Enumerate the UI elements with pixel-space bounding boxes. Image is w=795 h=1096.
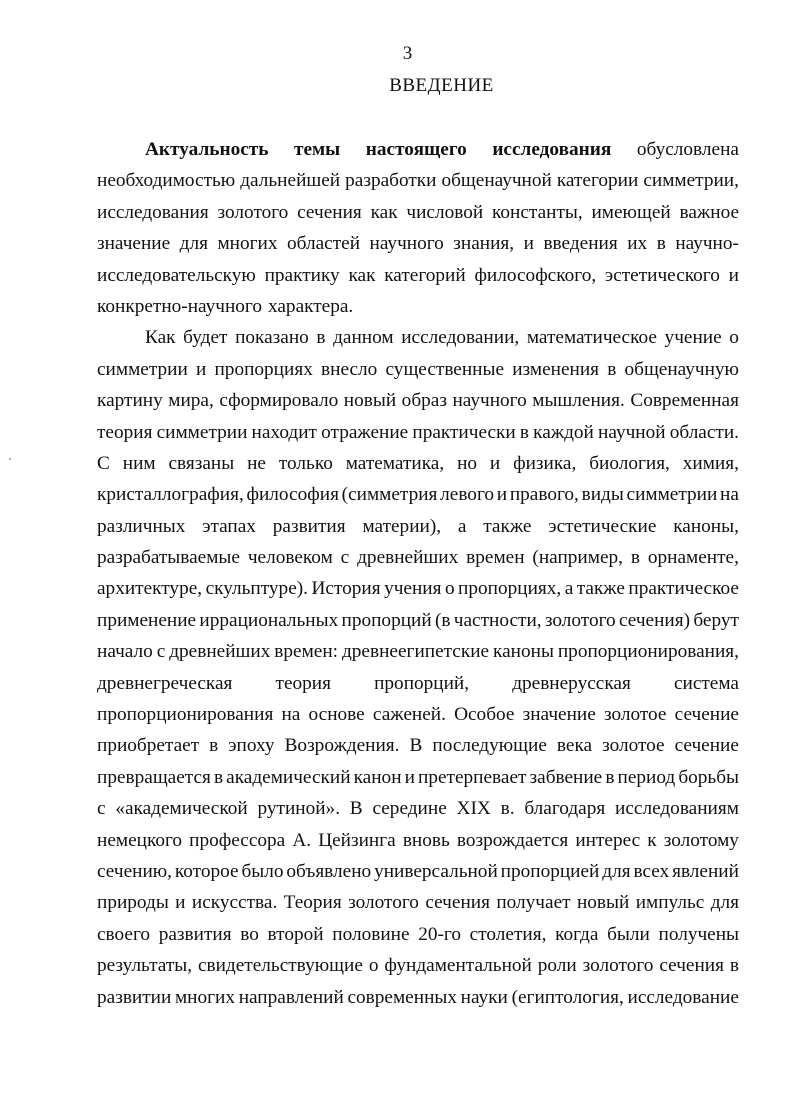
text-line: природы и искусства. Теория золотого сечения получает новый импульс для [97,892,739,914]
text-line: начало с древнейших времен: древнеегипетские каноны пропорционирования, [97,641,739,663]
text-line: приобретает в эпоху Возрождения. В последующие века золотое сечение [97,735,739,757]
text-line: древнегреческая теория пропорций, древнерусская система [97,672,739,694]
text-line: превращается в академический канон и претерпевает забвение в период борьбы [97,766,739,788]
text-line: пропорционирования на основе саженей. Особое значение золотое сечение [97,704,739,726]
text-line: различных этапах развития материи), а также эстетические каноны, [97,515,739,537]
text-line: с «академической рутиной». В середине XIX в. благодаря исследованиям [97,798,739,820]
text-line: симметрии и пропорциях внесло существенные изменения в общенаучную [97,358,739,380]
page-number: 3 [402,43,413,64]
text-line: картину мира, сформировало новый образ научного мышления. Современная [97,390,739,412]
text-line: кристаллография, философия (симметрия левого и правого, виды симметрии на [97,484,739,506]
text-line: необходимостью дальнейшей разработки общенаучной категории симметрии, [97,170,739,192]
text-line: архитектуре, скульптуре). История учения о пропорциях, а также практическое [97,578,739,600]
paragraph [97,134,739,322]
text-line: применение иррациональных пропорций (в частности, золотого сечения) берут [97,609,739,631]
section-heading: ВВЕДЕНИЕ [389,75,494,96]
scan-speck [9,458,11,460]
text-line: развитии многих направлений современных науки (египтология, исследование [97,986,739,1008]
text-line: теория симметрии находит отражение практически в каждой научной области. [97,421,739,443]
text-line: исследовательскую практику как категорий философского, эстетического и [97,264,739,286]
text-line: разрабатываемые человеком с древнейших времен (например, в орнаменте, [97,547,739,569]
text-line: своего развития во второй половине 20-го столетия, когда были получены [97,923,739,945]
body-text [97,134,739,1013]
text-line: результаты, свидетельствующие о фундаментальной роли золотого сечения в [97,955,739,977]
text-line: конкретно-научного характера. [97,295,354,317]
text-line: сечению, которое было объявлено универсальной пропорцией для всех явлений [97,860,739,882]
text-line: значение для многих областей научного знания, и введения их в научно- [97,233,739,255]
text-line: исследования золотого сечения как числовой константы, имеющей важное [97,201,739,223]
text-line: Как будет показано в данном исследовании, математическое учение о [145,327,739,349]
text-line: С ним связаны не только математика, но и физика, биология, химия, [97,452,739,474]
paragraph [97,322,739,1013]
text-line: Актуальность темы настоящего исследования обусловлена [145,139,739,160]
text-line: немецкого профессора А. Цейзинга вновь возрождается интерес к золотому [97,829,739,851]
